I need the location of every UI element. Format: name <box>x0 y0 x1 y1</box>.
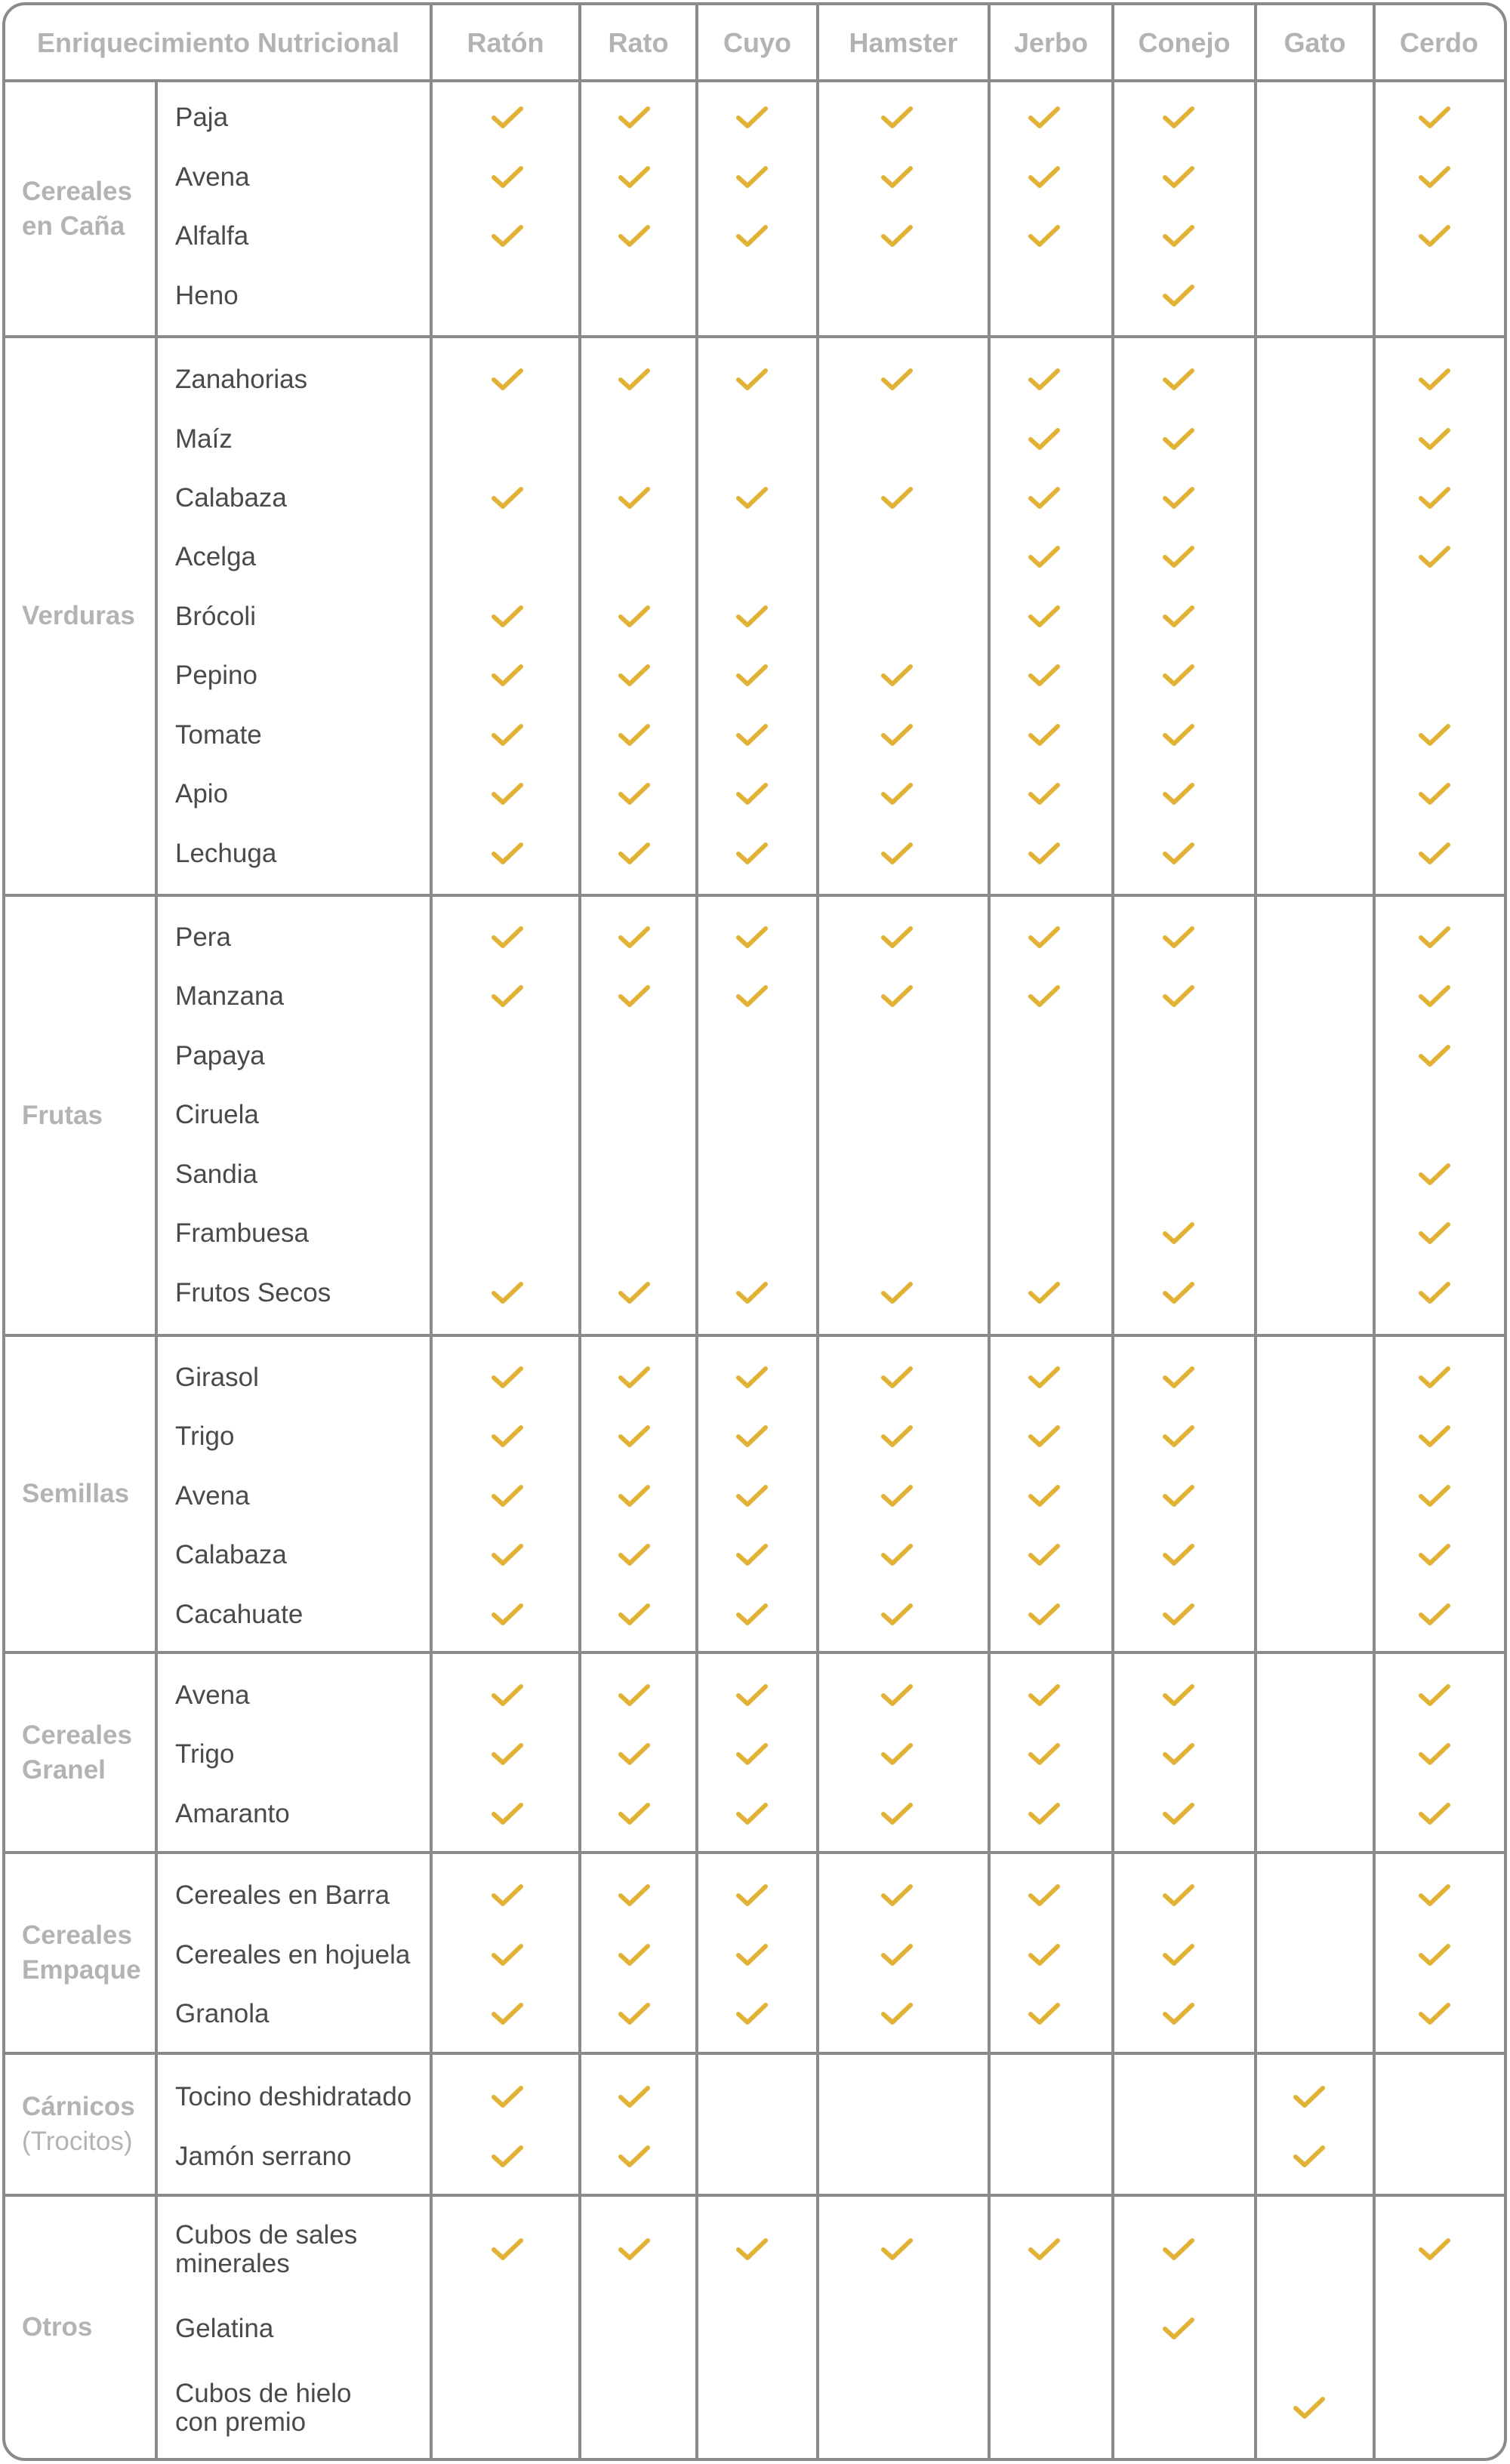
checkmark-icon <box>734 1739 770 1769</box>
checkmark-icon <box>1416 1999 1453 2029</box>
checkmark-icon <box>1026 1540 1062 1570</box>
food-item-label: Cereales en Barra <box>175 1880 390 1910</box>
checkmark-icon <box>1416 483 1453 513</box>
checkmark-icon <box>616 1540 652 1570</box>
checkmark-icon <box>879 839 915 869</box>
category-label-line: Cereales <box>22 1720 132 1750</box>
checkmark-icon <box>1416 1481 1453 1511</box>
checkmark-icon <box>1026 602 1062 632</box>
checkmark-icon <box>734 1799 770 1829</box>
checkmark-icon <box>734 839 770 869</box>
checkmark-icon <box>734 1999 770 2029</box>
checkmark-icon <box>734 1600 770 1630</box>
column-divider <box>695 5 698 2458</box>
category-label <box>22 2053 158 2195</box>
checkmark-icon <box>1026 1421 1062 1452</box>
category-label-line: Frutas <box>22 1100 103 1130</box>
food-item-label: Tocino deshidratado <box>175 2082 412 2111</box>
column-divider <box>816 5 819 2458</box>
checkmark-icon <box>1160 1799 1197 1829</box>
food-item-label: Paja <box>175 103 229 132</box>
column-divider <box>1254 5 1257 2458</box>
checkmark-icon <box>616 1739 652 1769</box>
checkmark-icon <box>1416 922 1453 953</box>
checkmark-icon <box>1160 483 1197 513</box>
checkmark-icon <box>734 162 770 192</box>
checkmark-icon <box>1160 1739 1197 1769</box>
checkmark-icon <box>489 2142 525 2172</box>
header-divider <box>5 79 1504 82</box>
checkmark-icon <box>1160 162 1197 192</box>
food-item-label: Manzana <box>175 981 284 1011</box>
checkmark-icon <box>1026 720 1062 750</box>
checkmark-icon <box>1160 1540 1197 1570</box>
checkmark-icon <box>616 1363 652 1393</box>
checkmark-icon <box>616 1481 652 1511</box>
checkmark-icon <box>1416 424 1453 454</box>
category-label-line: Cereales <box>22 1920 132 1950</box>
checkmark-icon <box>1160 1600 1197 1630</box>
checkmark-icon <box>1416 720 1453 750</box>
checkmark-icon <box>734 2235 770 2265</box>
checkmark-icon <box>734 1880 770 1911</box>
checkmark-icon <box>616 103 652 133</box>
food-item-label: Pera <box>175 922 231 952</box>
checkmark-icon <box>1160 1481 1197 1511</box>
checkmark-icon <box>1416 1799 1453 1829</box>
checkmark-icon <box>1160 542 1197 572</box>
checkmark-icon <box>489 661 525 691</box>
category-label-line: Semillas <box>22 1479 130 1508</box>
checkmark-icon <box>734 1540 770 1570</box>
food-item-label: Avena <box>175 162 250 192</box>
checkmark-icon <box>489 839 525 869</box>
checkmark-icon <box>1026 221 1062 251</box>
checkmark-icon <box>616 1880 652 1911</box>
checkmark-icon <box>879 1278 915 1308</box>
checkmark-icon <box>489 162 525 192</box>
checkmark-icon <box>489 602 525 632</box>
food-item-label: Avena <box>175 1481 250 1511</box>
checkmark-icon <box>616 2142 652 2172</box>
checkmark-icon <box>879 2235 915 2265</box>
checkmark-icon <box>1026 1278 1062 1308</box>
checkmark-icon <box>616 221 652 251</box>
checkmark-icon <box>1026 1880 1062 1911</box>
group-divider <box>5 1334 1504 1337</box>
checkmark-icon <box>1026 1739 1062 1769</box>
checkmark-icon <box>1026 981 1062 1012</box>
checkmark-icon <box>489 221 525 251</box>
checkmark-icon <box>489 483 525 513</box>
checkmark-icon <box>1026 103 1062 133</box>
checkmark-icon <box>734 1278 770 1308</box>
food-item-label: Lechuga <box>175 839 277 868</box>
checkmark-icon <box>489 1540 525 1570</box>
checkmark-icon <box>1160 2235 1197 2265</box>
category-sublabel: (Trocitos) <box>22 2127 133 2156</box>
checkmark-icon <box>1160 1999 1197 2029</box>
column-header-title: Enriquecimiento Nutricional <box>36 27 400 58</box>
checkmark-icon <box>1416 1680 1453 1711</box>
category-label-line: Cereales <box>22 176 132 206</box>
checkmark-icon <box>616 1421 652 1452</box>
checkmark-icon <box>616 661 652 691</box>
checkmark-icon <box>1160 365 1197 395</box>
food-item-label: Brócoli <box>175 602 256 631</box>
checkmark-icon <box>734 103 770 133</box>
food-item-label: Pepino <box>175 661 257 690</box>
food-item-label: Acelga <box>175 542 257 571</box>
food-item-label: Cubos de sales minerales <box>175 2220 358 2278</box>
checkmark-icon <box>734 365 770 395</box>
checkmark-icon <box>1416 779 1453 809</box>
checkmark-icon <box>1416 365 1453 395</box>
checkmark-icon <box>1160 1278 1197 1308</box>
food-item-label: Frambuesa <box>175 1218 310 1248</box>
checkmark-icon <box>489 2235 525 2265</box>
checkmark-icon <box>1160 1680 1197 1711</box>
checkmark-icon <box>616 365 652 395</box>
checkmark-icon <box>1160 661 1197 691</box>
checkmark-icon <box>616 483 652 513</box>
checkmark-icon <box>616 779 652 809</box>
food-item-label: Trigo <box>175 1739 235 1769</box>
category-label <box>22 1652 158 1853</box>
checkmark-icon <box>616 1940 652 1970</box>
food-item-label: Sandia <box>175 1160 257 1189</box>
category-label-line: Cárnicos <box>22 2092 135 2121</box>
checkmark-icon <box>1026 1600 1062 1630</box>
checkmark-icon <box>734 1680 770 1711</box>
column-divider <box>1373 5 1376 2458</box>
food-item-label: Granola <box>175 1999 270 2028</box>
checkmark-icon <box>879 1600 915 1630</box>
food-item-label: Jamón serrano <box>175 2142 352 2171</box>
checkmark-icon <box>1416 1421 1453 1452</box>
checkmark-icon <box>1416 1600 1453 1630</box>
checkmark-icon <box>489 2082 525 2112</box>
food-item-label: Amaranto <box>175 1799 290 1828</box>
checkmark-icon <box>489 1421 525 1452</box>
group-divider <box>5 894 1504 897</box>
checkmark-icon <box>1160 602 1197 632</box>
checkmark-icon <box>1160 779 1197 809</box>
checkmark-icon <box>1416 1739 1453 1769</box>
checkmark-icon <box>1160 1940 1197 1970</box>
food-item-label: Heno <box>175 281 239 310</box>
checkmark-icon <box>879 1999 915 2029</box>
checkmark-icon <box>1160 981 1197 1012</box>
food-item-label: Tomate <box>175 720 262 750</box>
checkmark-icon <box>734 1363 770 1393</box>
food-item-label: Cereales en hojuela <box>175 1940 411 1970</box>
checkmark-icon <box>489 1999 525 2029</box>
food-item-label: Frutos Secos <box>175 1278 331 1307</box>
checkmark-icon <box>616 2235 652 2265</box>
checkmark-icon <box>1160 103 1197 133</box>
checkmark-icon <box>1416 1540 1453 1570</box>
checkmark-icon <box>879 162 915 192</box>
column-divider <box>988 5 991 2458</box>
checkmark-icon <box>1416 1041 1453 1071</box>
checkmark-icon <box>1416 2235 1453 2265</box>
checkmark-icon <box>1160 2314 1197 2344</box>
checkmark-icon <box>616 162 652 192</box>
food-item-label: Cacahuate <box>175 1600 304 1629</box>
food-item-label: Trigo <box>175 1421 235 1451</box>
checkmark-icon <box>1416 1160 1453 1190</box>
food-item-label: Gelatina <box>175 2314 274 2343</box>
category-label <box>22 1853 158 2053</box>
checkmark-icon <box>489 1940 525 1970</box>
checkmark-icon <box>1026 1940 1062 1970</box>
checkmark-icon <box>616 1799 652 1829</box>
category-label-line: Granel <box>22 1754 106 1785</box>
checkmark-icon <box>734 981 770 1012</box>
column-header-animal: Conejo <box>1138 27 1231 58</box>
column-header-animal: Hamster <box>849 27 958 58</box>
checkmark-icon <box>879 661 915 691</box>
checkmark-icon <box>734 922 770 953</box>
column-header-animal: Rato <box>608 27 669 58</box>
checkmark-icon <box>879 1421 915 1452</box>
category-label-line: en Caña <box>22 211 125 241</box>
checkmark-icon <box>489 1680 525 1711</box>
checkmark-icon <box>616 1680 652 1711</box>
checkmark-icon <box>616 1278 652 1308</box>
checkmark-icon <box>1416 839 1453 869</box>
checkmark-icon <box>879 922 915 953</box>
checkmark-icon <box>879 103 915 133</box>
checkmark-icon <box>734 221 770 251</box>
checkmark-icon <box>1026 542 1062 572</box>
checkmark-icon <box>734 1481 770 1511</box>
group-divider <box>5 2194 1504 2197</box>
checkmark-icon <box>1291 2393 1327 2423</box>
group-divider <box>5 335 1504 338</box>
food-item-label: Papaya <box>175 1041 265 1070</box>
checkmark-icon <box>1160 922 1197 953</box>
checkmark-icon <box>1416 981 1453 1012</box>
checkmark-icon <box>879 981 915 1012</box>
food-item-label: Cubos de hielo con premio <box>175 2379 352 2437</box>
checkmark-icon <box>1416 542 1453 572</box>
checkmark-icon <box>1416 1278 1453 1308</box>
checkmark-icon <box>1291 2082 1327 2112</box>
food-item-label: Calabaza <box>175 1540 287 1569</box>
checkmark-icon <box>1026 2235 1062 2265</box>
column-header-animal: Cerdo <box>1399 27 1478 58</box>
food-item-label: Zanahorias <box>175 365 308 394</box>
food-item-label: Calabaza <box>175 483 287 513</box>
table-frame <box>2 2 1507 2461</box>
column-divider <box>578 5 581 2458</box>
checkmark-icon <box>616 2082 652 2112</box>
checkmark-icon <box>616 602 652 632</box>
checkmark-icon <box>1160 839 1197 869</box>
checkmark-icon <box>879 1363 915 1393</box>
checkmark-icon <box>1026 922 1062 953</box>
checkmark-icon <box>1416 1940 1453 1970</box>
checkmark-icon <box>1026 1999 1062 2029</box>
checkmark-icon <box>879 1940 915 1970</box>
checkmark-icon <box>1026 779 1062 809</box>
food-item-label: Avena <box>175 1680 250 1710</box>
category-label-line: Verduras <box>22 601 135 630</box>
food-item-label: Ciruela <box>175 1100 259 1129</box>
checkmark-icon <box>1026 365 1062 395</box>
checkmark-icon <box>1026 1363 1062 1393</box>
group-divider <box>5 2052 1504 2055</box>
checkmark-icon <box>1160 720 1197 750</box>
checkmark-icon <box>489 1363 525 1393</box>
food-item-label: Girasol <box>175 1363 259 1392</box>
checkmark-icon <box>1026 1680 1062 1711</box>
food-item-label: Maíz <box>175 424 233 454</box>
checkmark-icon <box>489 1739 525 1769</box>
checkmark-icon <box>734 779 770 809</box>
group-divider <box>5 1851 1504 1854</box>
checkmark-icon <box>879 221 915 251</box>
checkmark-icon <box>489 103 525 133</box>
checkmark-icon <box>1416 103 1453 133</box>
category-label <box>22 337 158 895</box>
checkmark-icon <box>879 720 915 750</box>
checkmark-icon <box>1416 1363 1453 1393</box>
checkmark-icon <box>489 1481 525 1511</box>
checkmark-icon <box>1160 221 1197 251</box>
column-header-animal: Gato <box>1284 27 1346 58</box>
checkmark-icon <box>1416 1880 1453 1911</box>
checkmark-icon <box>879 779 915 809</box>
checkmark-icon <box>1291 2142 1327 2172</box>
checkmark-icon <box>879 1739 915 1769</box>
checkmark-icon <box>1026 424 1062 454</box>
checkmark-icon <box>1160 1363 1197 1393</box>
checkmark-icon <box>879 1481 915 1511</box>
checkmark-icon <box>734 1940 770 1970</box>
checkmark-icon <box>1416 162 1453 192</box>
checkmark-icon <box>489 981 525 1012</box>
checkmark-icon <box>489 365 525 395</box>
group-divider <box>5 1651 1504 1654</box>
checkmark-icon <box>489 922 525 953</box>
checkmark-icon <box>489 1278 525 1308</box>
checkmark-icon <box>734 720 770 750</box>
checkmark-icon <box>734 483 770 513</box>
checkmark-icon <box>616 922 652 953</box>
checkmark-icon <box>1160 1880 1197 1911</box>
checkmark-icon <box>879 1880 915 1911</box>
checkmark-icon <box>734 661 770 691</box>
checkmark-icon <box>879 365 915 395</box>
checkmark-icon <box>489 779 525 809</box>
checkmark-icon <box>489 720 525 750</box>
checkmark-icon <box>1416 1218 1453 1249</box>
checkmark-icon <box>489 1880 525 1911</box>
checkmark-icon <box>734 602 770 632</box>
checkmark-icon <box>879 1540 915 1570</box>
category-label-line: Empaque <box>22 1955 141 1985</box>
checkmark-icon <box>616 981 652 1012</box>
checkmark-icon <box>1160 1421 1197 1452</box>
checkmark-icon <box>616 839 652 869</box>
checkmark-icon <box>489 1600 525 1630</box>
checkmark-icon <box>1026 661 1062 691</box>
checkmark-icon <box>1160 1218 1197 1249</box>
checkmark-icon <box>879 483 915 513</box>
column-header-animal: Jerbo <box>1013 27 1089 58</box>
checkmark-icon <box>1026 162 1062 192</box>
category-label <box>22 895 158 1335</box>
food-item-label: Alfalfa <box>175 221 249 251</box>
checkmark-icon <box>879 1680 915 1711</box>
checkmark-icon <box>616 720 652 750</box>
checkmark-icon <box>1026 1481 1062 1511</box>
column-divider <box>1111 5 1114 2458</box>
checkmark-icon <box>616 1600 652 1630</box>
checkmark-icon <box>1416 221 1453 251</box>
checkmark-icon <box>489 1799 525 1829</box>
checkmark-icon <box>1160 281 1197 311</box>
checkmark-icon <box>616 1999 652 2029</box>
column-header-animal: Cuyo <box>723 27 791 58</box>
checkmark-icon <box>1160 424 1197 454</box>
checkmark-icon <box>879 1799 915 1829</box>
food-item-label: Apio <box>175 779 229 808</box>
category-label <box>22 2195 158 2459</box>
category-label <box>22 81 158 337</box>
checkmark-icon <box>1026 839 1062 869</box>
column-header-animal: Ratón <box>467 27 544 58</box>
checkmark-icon <box>734 1421 770 1452</box>
category-label-line: Otros <box>22 2312 93 2342</box>
checkmark-icon <box>1026 483 1062 513</box>
category-label <box>22 1335 158 1652</box>
checkmark-icon <box>1026 1799 1062 1829</box>
